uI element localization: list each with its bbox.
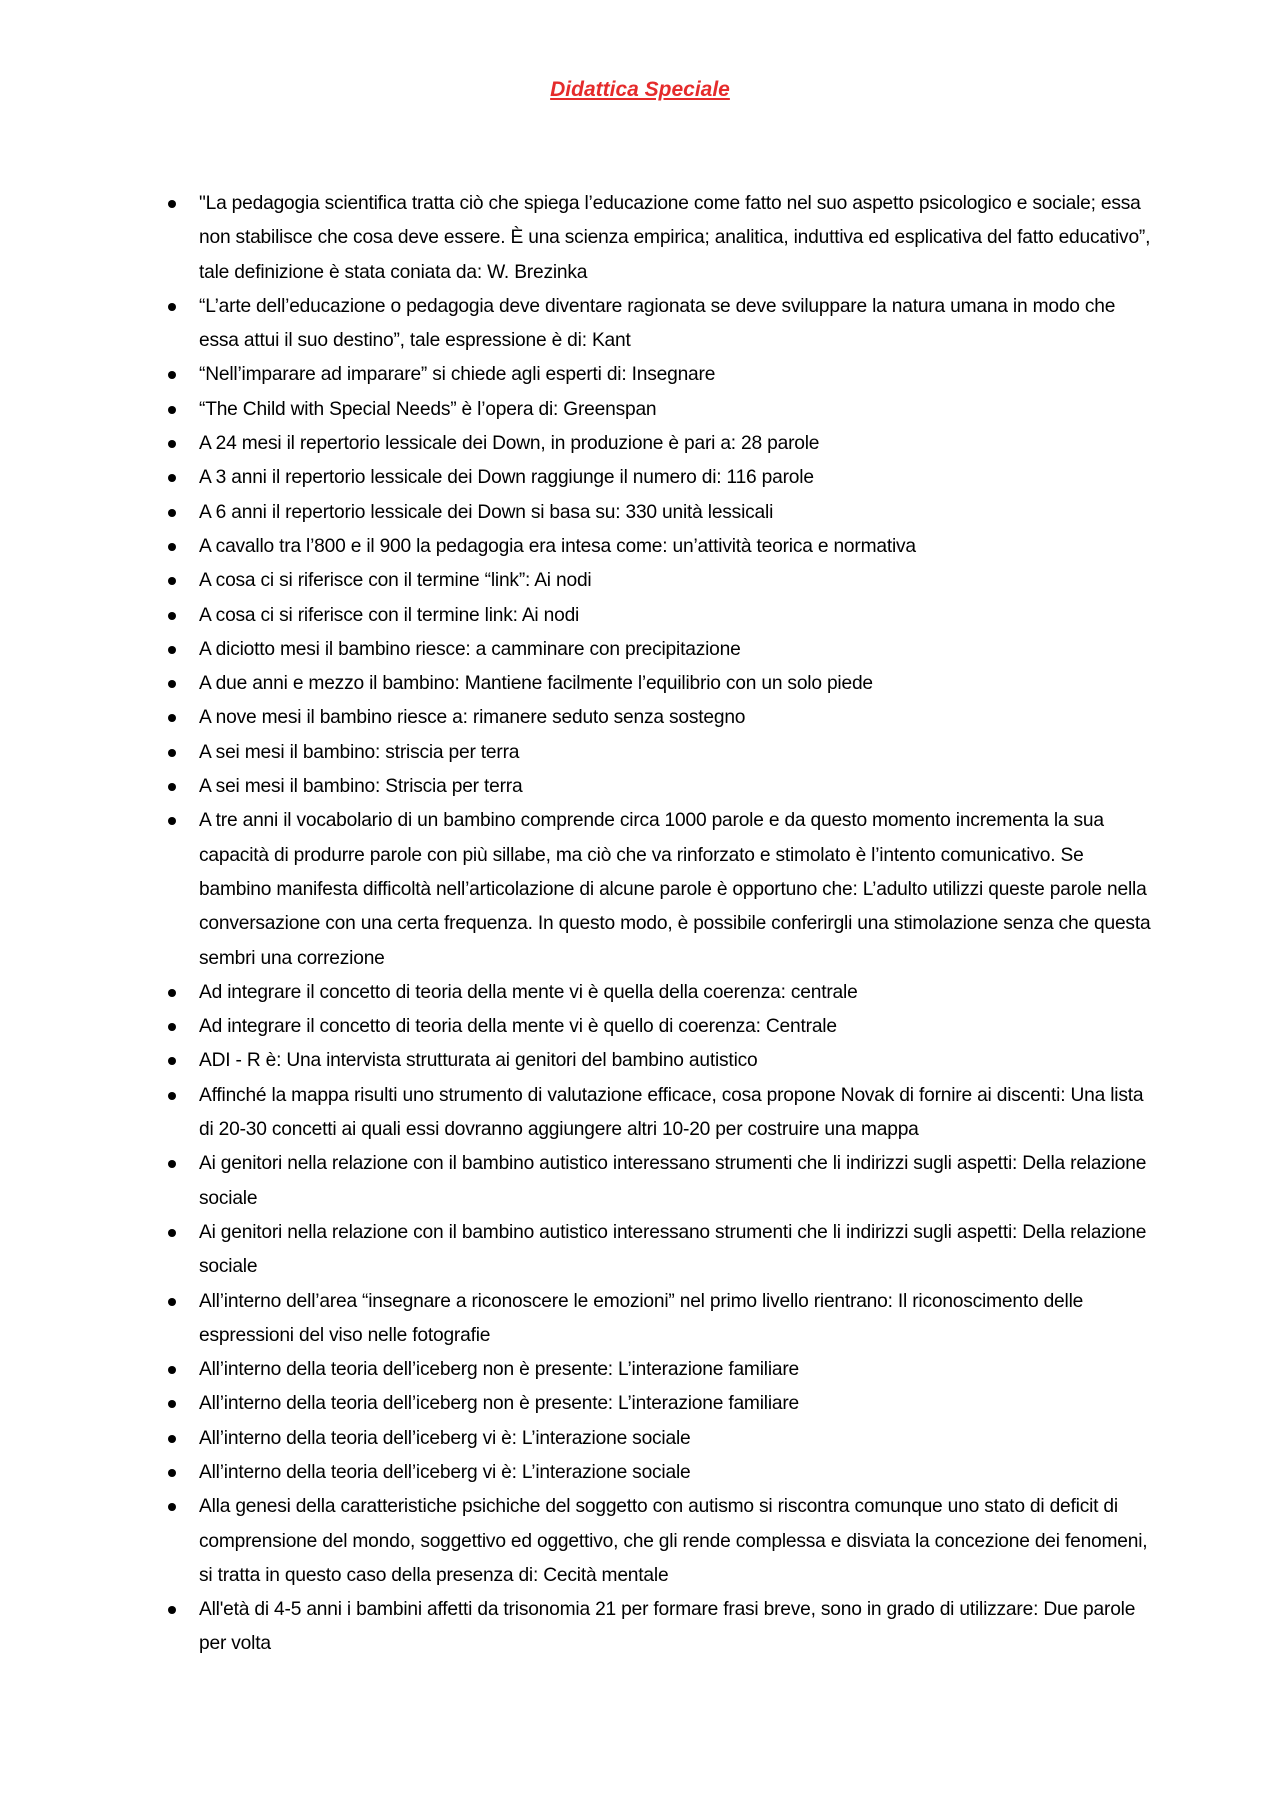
list-item: A sei mesi il bambino: striscia per terra [168, 736, 1158, 770]
list-item: A cosa ci si riferisce con il termine “link”: Ai nodi [168, 564, 1158, 598]
list-item: Ad integrare il concetto di teoria della mente vi è quello di coerenza: Centrale [168, 1010, 1158, 1044]
list-item: All’interno dell’area “insegnare a riconoscere le emozioni” nel primo livello rientrano: Il riconoscimento delle espressioni del viso nelle fotografie [168, 1285, 1158, 1354]
list-item: Ai genitori nella relazione con il bambino autistico interessano strumenti che li indirizzi sugli aspetti: Della relazione sociale [168, 1147, 1158, 1216]
list-item: “Nell’imparare ad imparare” si chiede agli esperti di: Insegnare [168, 358, 1158, 392]
list-item: A 3 anni il repertorio lessicale dei Down raggiunge il numero di: 116 parole [168, 461, 1158, 495]
list-item: Alla genesi della caratteristiche psichiche del soggetto con autismo si riscontra comunque uno stato di deficit di comprensione del mondo, soggettivo ed oggettivo, che gli rende complessa e disviata la concezione dei fenomeni, si tratta in questo caso della presenza di: Cecità mentale [168, 1490, 1158, 1593]
list-item: “The Child with Special Needs” è l’opera di: Greenspan [168, 393, 1158, 427]
list-item: Affinché la mappa risulti uno strumento di valutazione efficace, cosa propone Novak di fornire ai discenti: Una lista di 20-30 concetti ai quali essi dovranno aggiungere altri 10-20 per costruire una mappa [168, 1079, 1158, 1148]
list-item: A cosa ci si riferisce con il termine link: Ai nodi [168, 599, 1158, 633]
list-item: Ad integrare il concetto di teoria della mente vi è quella della coerenza: centrale [168, 976, 1158, 1010]
list-item: All’interno della teoria dell’iceberg non è presente: L’interazione familiare [168, 1387, 1158, 1421]
list-item: A 6 anni il repertorio lessicale dei Down si basa su: 330 unità lessicali [168, 496, 1158, 530]
list-item: All'età di 4-5 anni i bambini affetti da trisonomia 21 per formare frasi breve, sono in grado di utilizzare: Due parole per volta [168, 1593, 1158, 1662]
list-item: ADI - R è: Una intervista strutturata ai genitori del bambino autistico [168, 1044, 1158, 1078]
list-item: A cavallo tra l’800 e il 900 la pedagogia era intesa come: un’attività teorica e normativa [168, 530, 1158, 564]
list-item: All’interno della teoria dell’iceberg vi è: L’interazione sociale [168, 1456, 1158, 1490]
list-item: A diciotto mesi il bambino riesce: a camminare con precipitazione [168, 633, 1158, 667]
list-item: A tre anni il vocabolario di un bambino comprende circa 1000 parole e da questo momento incrementa la sua capacità di produrre parole con più sillabe, ma ciò che va rinforzato e stimolato è l’intento comunicativo. Se bambino manifesta difficoltà nell’articolazione di alcune parole è opportuno che: L’adulto utilizzi queste parole nella conversazione con una certa frequenza. In questo modo, è possibile conferirgli una stimolazione senza che questa sembri una correzione [168, 804, 1158, 975]
page-title: Didattica Speciale [550, 78, 730, 101]
list-item: Ai genitori nella relazione con il bambino autistico interessano strumenti che li indirizzi sugli aspetti: Della relazione sociale [168, 1216, 1158, 1285]
list-item: All’interno della teoria dell’iceberg vi è: L’interazione sociale [168, 1422, 1158, 1456]
list-item: All’interno della teoria dell’iceberg non è presente: L’interazione familiare [168, 1353, 1158, 1387]
list-item: A nove mesi il bambino riesce a: rimanere seduto senza sostegno [168, 701, 1158, 735]
list-item: A 24 mesi il repertorio lessicale dei Down, in produzione è pari a: 28 parole [168, 427, 1158, 461]
list-item: "La pedagogia scientifica tratta ciò che spiega l’educazione come fatto nel suo aspetto psicologico e sociale; essa non stabilisce che cosa deve essere. È una scienza empirica; analitica, induttiva ed esplicativa del fatto educativo”, tale definizione è stata coniata da: W. Brezinka [168, 187, 1158, 290]
question-answer-list [168, 187, 1158, 1662]
list-item: “L’arte dell’educazione o pedagogia deve diventare ragionata se deve sviluppare la natura umana in modo che essa attui il suo destino”, tale espressione è di: Kant [168, 290, 1158, 359]
list-item: A sei mesi il bambino: Striscia per terra [168, 770, 1158, 804]
list-item: A due anni e mezzo il bambino: Mantiene facilmente l’equilibrio con un solo piede [168, 667, 1158, 701]
